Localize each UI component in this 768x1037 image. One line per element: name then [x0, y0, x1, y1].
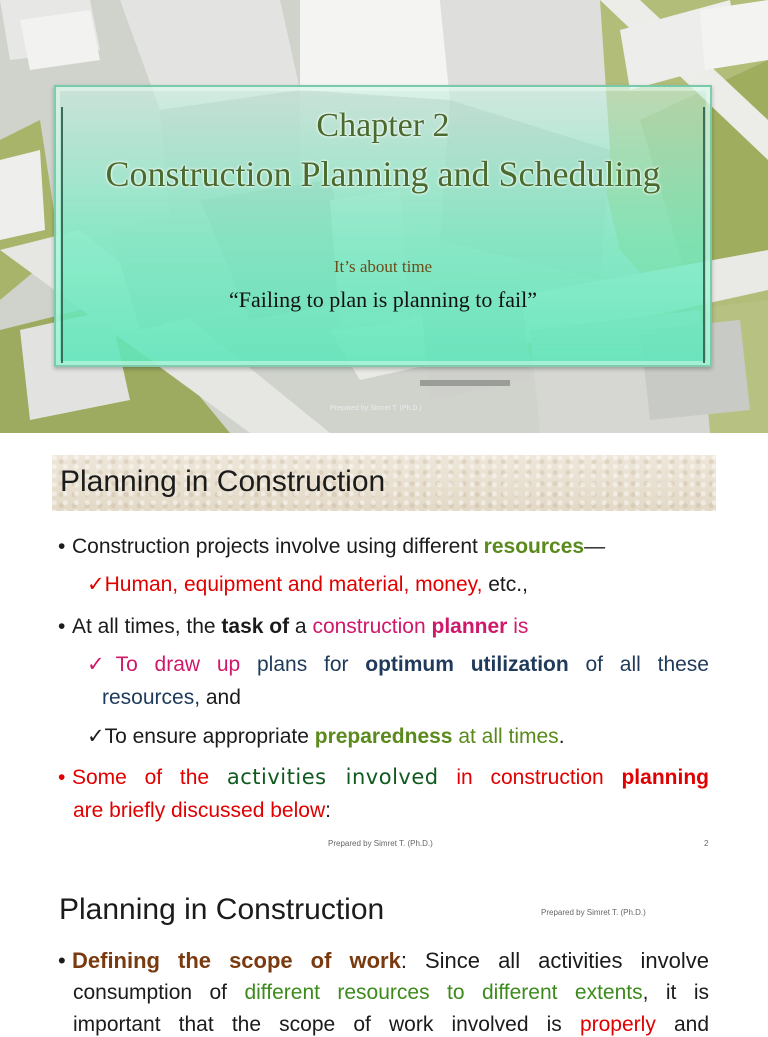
bullet-text-mid: a [289, 615, 313, 638]
bullet-text: : Since all activities involve [400, 948, 709, 973]
page-number: 2 [704, 839, 709, 848]
chapter-tagline: It’s about time [333, 257, 433, 276]
prepared-by-note: Prepared by Simret T. (Ph.D.) [328, 839, 433, 848]
chapter-quote: “Failing to plan is planning to fail” [229, 287, 537, 312]
draw-up-text: To draw up [115, 653, 241, 676]
scope-line-2 [73, 981, 709, 1005]
planning-bold: planning [621, 766, 709, 789]
title-box-right-rule [703, 107, 705, 363]
bullet-dot: • [58, 615, 66, 638]
title-slide [0, 0, 768, 433]
construction-highlight: construction [312, 615, 432, 638]
bullet-text: Construction projects involve using different [72, 535, 484, 558]
properly-text: properly [579, 1013, 656, 1036]
preparedness-bold: preparedness [314, 725, 453, 748]
bullet-scope-of-work [58, 948, 709, 974]
at-all-times-text: at all times [452, 725, 559, 748]
content-slide-scope [0, 863, 768, 1036]
is-text: is [507, 615, 529, 638]
and-text: and [655, 1013, 710, 1036]
activities-involved-text: activities involved [226, 765, 439, 789]
optimum-utilization-bold: optimum utilization [365, 653, 569, 676]
chapter-number: Chapter 2 [316, 107, 450, 144]
consumption-text: consumption of [73, 981, 245, 1004]
bullet-text: At all times, the [72, 615, 222, 638]
bullet-activities-cont [73, 799, 331, 823]
check-item-preparedness [87, 724, 565, 749]
bullet-dot: • [58, 535, 66, 558]
resources-highlight: resources [483, 535, 585, 558]
different-resources-text: different resources to different extents [244, 981, 643, 1004]
task-of-bold: task of [221, 615, 290, 638]
check-text: Human, equipment and material, money, [104, 573, 483, 596]
it-is-text: , it is [642, 981, 709, 1004]
slide-title-bar [52, 455, 716, 511]
slide-title: Planning in Construction [59, 893, 385, 926]
scope-line-3 [73, 1013, 709, 1037]
bullet-planner-task [58, 615, 528, 639]
period: . [558, 725, 565, 748]
check-suffix: etc., [482, 573, 528, 596]
some-of-the-text: Some of the [72, 766, 227, 789]
content-slide-planning [0, 433, 768, 863]
slide-title: Planning in Construction [60, 465, 386, 498]
planner-bold: planner [431, 615, 508, 638]
important-text: important that the scope of work involved is [73, 1013, 580, 1036]
in-construction-text: in construction [438, 766, 622, 789]
and-text: and [200, 686, 241, 709]
check-item-resources [87, 572, 528, 597]
prepared-by-note: Prepared by Simret T. (Ph.D.) [330, 405, 422, 412]
colon: : [325, 799, 331, 822]
bullet-resources [58, 535, 605, 559]
prepared-by-note: Prepared by Simret T. (Ph.D.) [541, 908, 646, 917]
plans-for-text: plans for [240, 653, 366, 676]
bullet-dot: • [58, 948, 66, 973]
title-box-left-rule [61, 107, 63, 363]
discussed-below-text: are briefly discussed below [73, 799, 326, 822]
title-box [54, 85, 712, 367]
em-dash: — [584, 535, 606, 558]
check-icon: ✓ [87, 573, 105, 596]
chapter-title: Construction Planning and Scheduling [105, 154, 661, 194]
bullet-dot: • [58, 766, 66, 789]
check-icon: ✓ [87, 653, 116, 676]
ensure-text: To ensure appropriate [104, 725, 315, 748]
of-all-these-text: of all these [568, 653, 709, 676]
check-item-draw-up-plans [87, 652, 709, 677]
check-item-draw-up-plans-cont [102, 686, 241, 710]
resources-text: resources, [102, 686, 201, 709]
scope-of-work-bold: Defining the scope of work [72, 948, 401, 973]
bullet-activities [58, 765, 709, 790]
check-icon: ✓ [87, 725, 105, 748]
